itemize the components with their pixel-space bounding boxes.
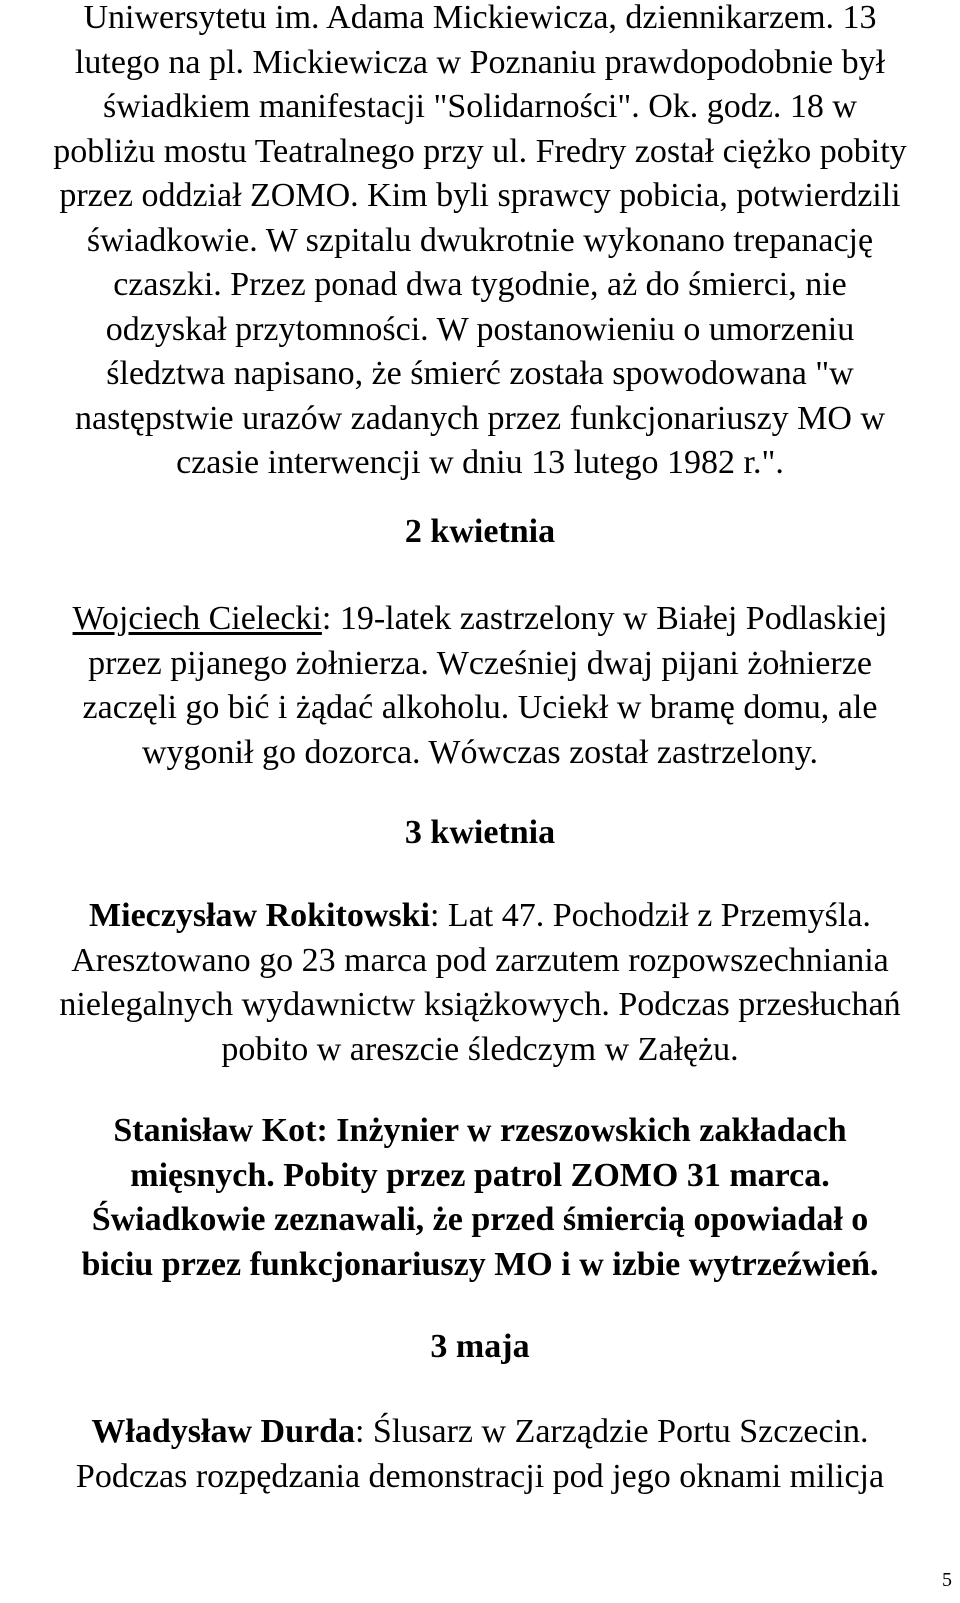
text-line: czaszki. Przez ponad dwa tygodnie, aż do śmierci, nie [113,266,847,303]
date-heading: 3 maja [430,1328,530,1365]
text-line: wygonił go dozorca. Wówczas został zastrzelony. [142,733,818,771]
intro-paragraph [0,0,960,486]
entry-first-line [0,1410,960,1455]
text-line: nielegalnych wydawnictw książkowych. Podczas przesłuchań [59,986,901,1023]
date-heading: 2 kwietnia [404,513,556,550]
entry-cielecki [0,597,960,775]
text-line: mięsnych. Pobity przez patrol ZOMO 31 marca. [130,1156,830,1194]
entry-first-line [0,597,960,642]
entry-text: : Lat 47. Pochodził z Przemyśla. [429,897,871,934]
entry-kot [0,1109,960,1287]
text-line: przez oddział ZOMO. Kim byli sprawcy pobicia, potwierdzili [59,177,901,214]
entry-rokitowski [0,894,960,1072]
text-line: pobliżu mostu Teatralnego przy ul. Fredry został ciężko pobity [53,132,907,170]
person-name: Mieczysław Rokitowski [89,897,430,934]
person-name-link[interactable]: Wojciech Cielecki [72,600,322,637]
text-line: pobito w areszcie śledczym w Załężu. [221,1030,739,1068]
text-line: Stanisław Kot: Inżynier w rzeszowskich zakładach [113,1112,847,1149]
text-line: odzyskał przytomności. W postanowieniu o umorzeniu [105,310,855,348]
text-line: zaczęli go bić i żądać alkoholu. Uciekł w bramę domu, ale [82,689,878,726]
text-line: Świadkowie zeznawali, że przed śmiercią opowiadał o [91,1201,869,1238]
text-line: czasie interwencji w dniu 13 lutego 1982 r.". [176,444,784,481]
text-line: Uniwersytetu im. Adama Mickiewicza, dziennikarzem. 13 [83,0,877,36]
entry-text: : 19-latek zastrzelony w Białej Podlaskiej [321,600,888,637]
entry-durda [0,1410,960,1499]
text-line: Aresztowano go 23 marca pod zarzutem rozpowszechniania [71,941,889,979]
page-number: 5 [942,1569,952,1591]
text-line: biciu przez funkcjonariuszy MO i w izbie wytrzeźwień. [81,1245,879,1283]
person-name: Władysław Durda [91,1413,355,1450]
text-line: przez pijanego żołnierza. Wcześniej dwaj pijani żołnierze [88,644,872,682]
text-line: następstwie urazów zadanych przez funkcjonariuszy MO w [74,399,886,437]
text-line: świadkowie. W szpitalu dwukrotnie wykonano trepanację [86,221,874,259]
entry-first-line [0,894,960,939]
text-line: Podczas rozpędzania demonstracji pod jego oknami milicja [75,1457,885,1495]
text-line: lutego na pl. Mickiewicza w Poznaniu prawdopodobnie był [74,43,886,81]
date-heading: 3 kwietnia [404,814,556,851]
text-line: świadkiem manifestacji "Solidarności". Ok. godz. 18 w [103,88,857,125]
entry-text: : Ślusarz w Zarządzie Portu Szczecin. [354,1413,869,1450]
text-line: śledztwa napisano, że śmierć została spowodowana "w [106,355,854,392]
